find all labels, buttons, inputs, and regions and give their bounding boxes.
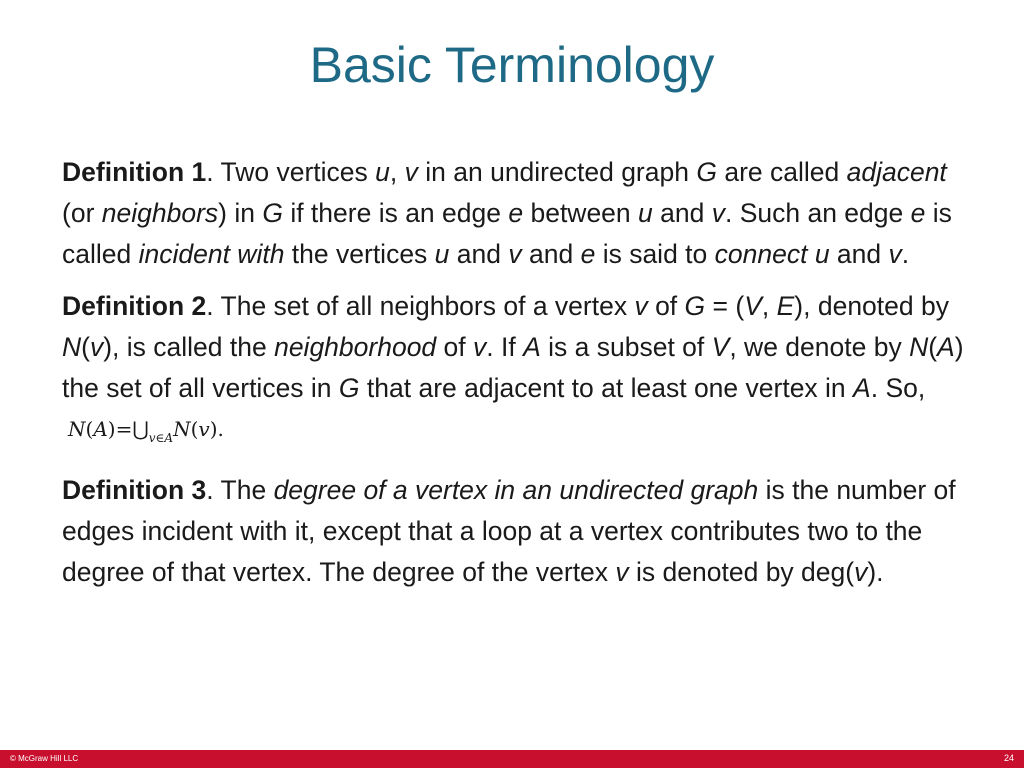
neighborhood-formula: $N(A)=⋃_{v\in A}N(v)$. [68, 417, 224, 445]
footer-bar [0, 750, 1024, 768]
slide-content [62, 152, 972, 593]
copyright-text: © McGraw Hill LLC [10, 754, 79, 763]
definition-3: Definition 3. The degree of a vertex in an undirected graph is the number of edges incident with it, except that a loop at a vertex contributes two to the degree of that vertex. The degree of the vertex v is denoted by deg(v). [62, 475, 956, 587]
page-number: 24 [1003, 753, 1014, 763]
definition-2: Definition 2. The set of all neighbors of a vertex v of G = (V, E), denoted by N(v), is called the neighborhood of v. If A is a subset of V, we denote by N(A) the set of all vertices in G that are adjacent to at least one vertex in A. So, $N(A)=⋃_{v\in A}N(v)$. [62, 286, 972, 459]
definition-1: Definition 1. Two vertices u, v in an undirected graph G are called adjacent (or neighbors) in G if there is an edge e between u and v. Such an edge e is called incident with the vertices u and v and e is said to connect u and v. [62, 157, 952, 269]
definition-1-label: Definition 1 [62, 157, 207, 187]
slide-title: Basic Terminology [309, 37, 715, 93]
definition-3-label: Definition 3 [62, 475, 207, 505]
definition-2-label: Definition 2 [62, 291, 207, 321]
